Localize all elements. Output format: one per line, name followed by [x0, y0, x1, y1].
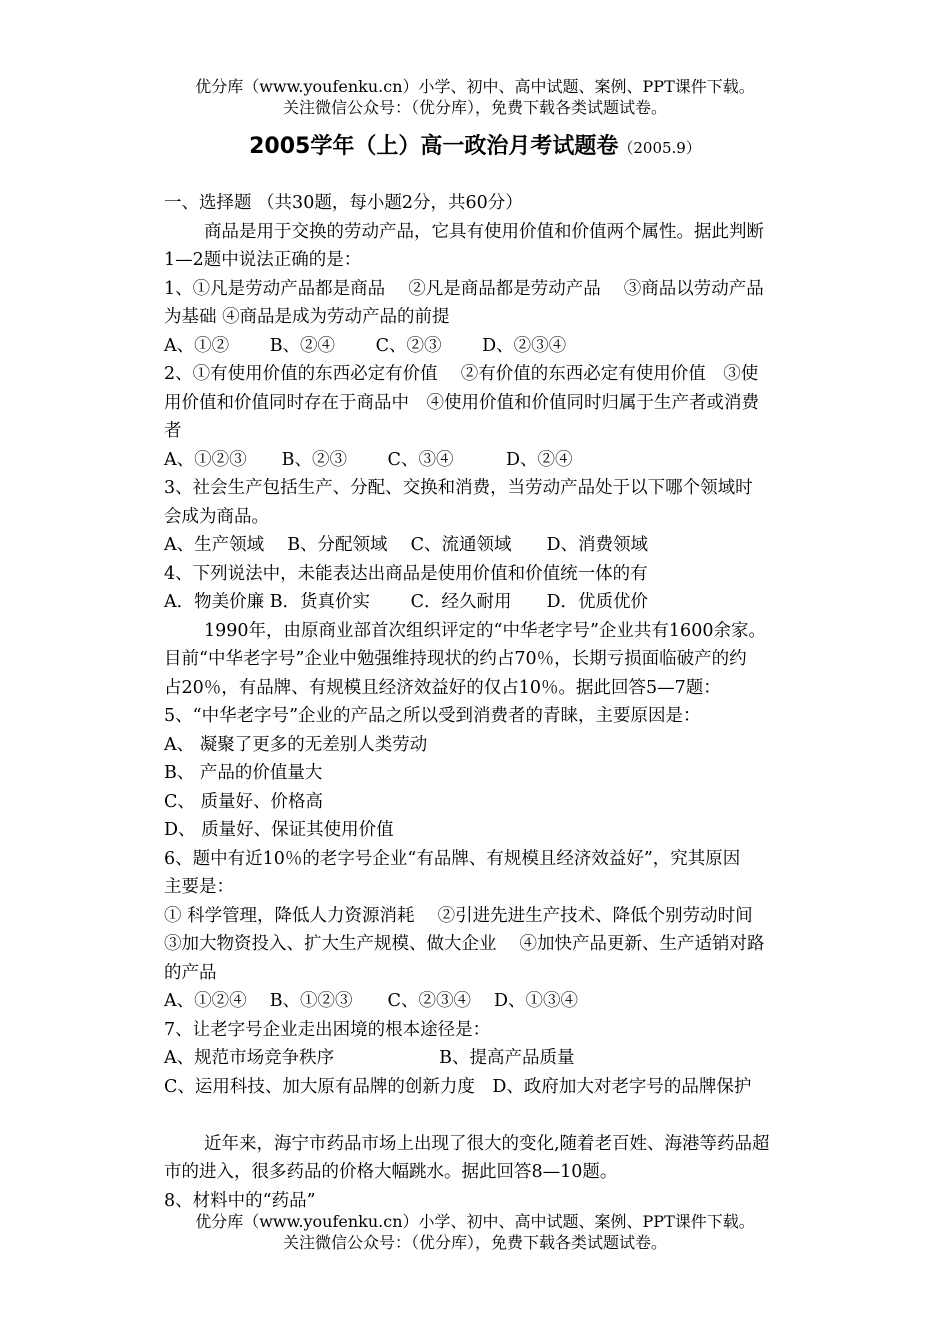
title-main: 2005学年（上）高一政治月考试题卷 — [249, 134, 619, 159]
passage-line: 近年来，海宁市药品市场上出现了很大的变化,随着老百姓、海港等药品超 — [204, 1133, 770, 1154]
options-line: C、运用科技、加大原有品牌的创新力度 D、政府加大对老字号的品牌保护 — [164, 1076, 752, 1097]
question-line: ③加大物资投入、扩大生产规模、做大企业 ④加快产品更新、生产适销对路 — [164, 934, 765, 954]
header-line-2: 关注微信公众号：（优分库），免费下载各类试题试卷。 — [282, 98, 667, 117]
header-line-1: 优分库（www.youfenku.cn）小学、初中、高中试题、案例、PPT课件下载。 — [195, 77, 755, 96]
passage-line: 商品是用于交换的劳动产品，它具有使用价值和价值两个属性。据此判断 — [204, 221, 764, 242]
options-line: C、 质量好、价格高 — [164, 791, 323, 812]
question-line: 用价值和价值同时存在于商品中 ④使用价值和价值同时归属于生产者或消费 — [164, 392, 759, 413]
options-line: A、规范市场竞争秩序 B、提高产品质量 — [164, 1048, 575, 1068]
section-heading: 一、选择题 （共30题，每小题2分，共60分） — [164, 193, 523, 213]
page-header — [0, 76, 950, 118]
question-line: 4、下列说法中，未能表达出商品是使用价值和价值统一体的有 — [164, 563, 648, 584]
exam-content — [164, 189, 824, 1215]
options-line: A、生产领域 B、分配领域 C、流通领域 D、消费领域 — [164, 535, 649, 555]
question-line: ① 科学管理，降低人力资源消耗 ②引进先进生产技术、降低个别劳动时间 — [164, 905, 753, 926]
passage-line: 1990年，由原商业部首次组织评定的“中华老字号”企业共有1600余家。 — [204, 620, 766, 641]
options-line: A．物美价廉 B．货真价实 C．经久耐用 D．优质优价 — [164, 592, 649, 612]
question-line: 者 — [164, 421, 182, 441]
question-line: 5、“中华老字号”企业的产品之所以受到消费者的青睐，主要原因是： — [164, 706, 701, 726]
options-line: D、 质量好、保证其使用价值 — [164, 820, 394, 840]
options-line: A、 凝聚了更多的无差别人类劳动 — [164, 734, 428, 755]
passage-line: 目前“中华老字号”企业中勉强维持现状的约占70％，长期亏损面临破产的约 — [164, 649, 747, 669]
page-footer — [0, 1211, 950, 1253]
options-line: B、 产品的价值量大 — [164, 763, 323, 783]
blank-line — [164, 1101, 824, 1130]
question-line: 的产品 — [164, 962, 217, 983]
footer-line-1: 优分库（www.youfenku.cn）小学、初中、高中试题、案例、PPT课件下载。 — [195, 1212, 755, 1231]
question-line: 7、让老字号企业走出困境的根本途径是： — [164, 1019, 491, 1040]
question-line: 8、材料中的“药品” — [164, 1190, 316, 1211]
footer-line-2: 关注微信公众号：（优分库），免费下载各类试题试卷。 — [282, 1233, 667, 1252]
question-line: 3、社会生产包括生产、分配、交换和消费，当劳动产品处于以下哪个领域时 — [164, 478, 753, 498]
question-line: 为基础 ④商品是成为劳动产品的前提 — [164, 307, 450, 327]
question-line: 主要是： — [164, 877, 234, 897]
passage-line: 占20％，有品牌、有规模且经济效益好的仅占10％。据此回答5—7题： — [164, 677, 721, 698]
question-line: 2、①有使用价值的东西必定有价值 ②有价值的东西必定有使用价值 ③使 — [164, 364, 759, 384]
passage-line: 市的进入，很多药品的价格大幅跳水。据此回答8—10题。 — [164, 1162, 618, 1182]
options-line: A、①②③ B、②③ C、③④ D、②④ — [164, 449, 573, 470]
question-line: 1、①凡是劳动产品都是商品 ②凡是商品都是劳动产品 ③商品以劳动产品 — [164, 278, 764, 299]
question-line: 6、题中有近10％的老字号企业“有品牌、有规模且经济效益好”，究其原因 — [164, 848, 741, 869]
options-line: A、①②④ B、①②③ C、②③④ D、①③④ — [164, 991, 579, 1011]
title-date: （2005.9） — [618, 139, 701, 157]
page-title — [0, 132, 950, 163]
question-line: 会成为商品。 — [164, 506, 269, 527]
passage-line: 1—2题中说法正确的是： — [164, 250, 362, 270]
options-line: A、①② B、②④ C、②③ D、②③④ — [164, 335, 567, 356]
